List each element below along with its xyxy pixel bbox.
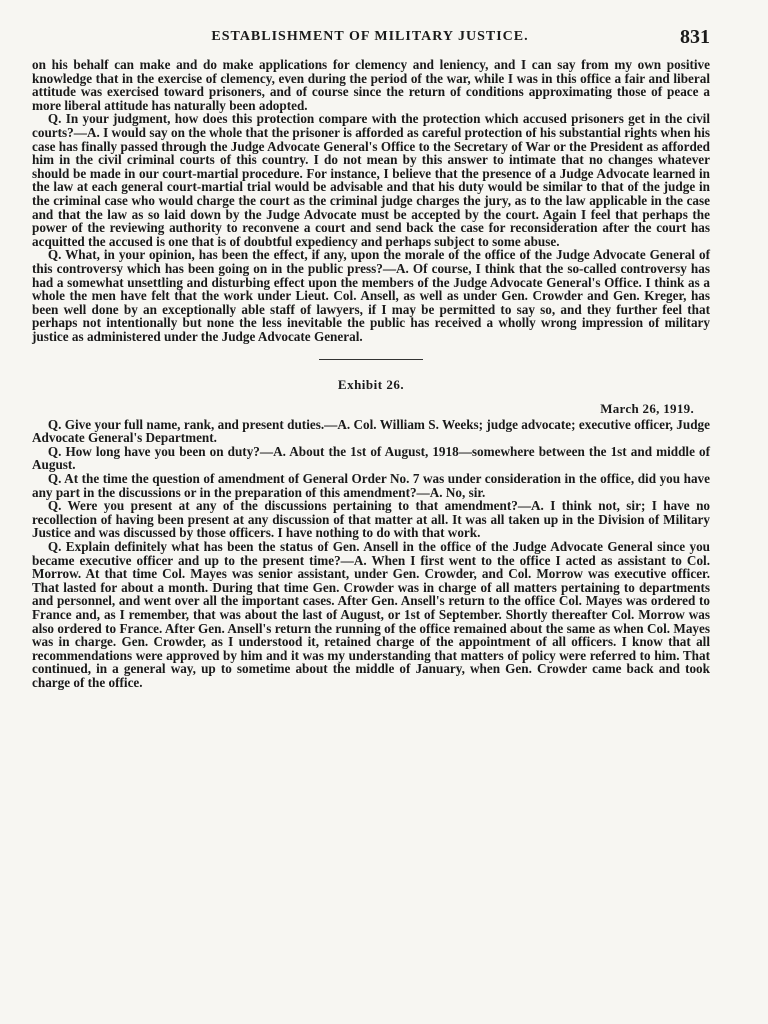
running-head: ESTABLISHMENT OF MILITARY JUSTICE. [211, 29, 529, 44]
paragraph-continuation: on his behalf can make and do make applications for clemency and leniency, and I can say from my own positive knowledge that in the exercise of clemency, even during the period of the war, while I was in this office a fair and liberal attitude was exercised toward prisoners, and of course since the return of conditions approximating those of peace a more liberal attitude has naturally been adopted. [32, 57, 710, 113]
page-header [30, 26, 710, 52]
paragraph-amendment-discussions: Q. Were you present at any of the discussions pertaining to that amendment?—A. I think not, sir; I have no recollection of having been present at any discussion of that matter at all. It was all taken up in the Division of Military Justice and was discussed by those officers. I have nothing to do with that work. [32, 498, 710, 541]
page-number: 831 [680, 26, 710, 48]
exhibit-title: Exhibit 26. [337, 377, 405, 393]
paragraph-amendment-part: Q. At the time the question of amendment of General Order No. 7 was under consideration in the office, did you have any part in the discussions or in the preparation of this amendment?—A. No, sir. [32, 471, 710, 500]
paragraph-duty-length: Q. How long have you been on duty?—A. About the 1st of August, 1918—somewhere between the 1st and middle of August. [32, 443, 710, 473]
section-divider [319, 359, 423, 360]
paragraph-morale-question: Q. What, in your opinion, has been the effect, if any, upon the morale of the office of the Judge Advocate General of this controversy which has been going on in the public press?—A. Of course, I think that the so-called controversy has had a somewhat unsettling and disturbing effect upon the members of the Judge Advocate General's Office. I think as a whole the men have felt that the work under Lieut. Col. Ansell, as well as under Gen. Crowder and Gen. Kreger, has been well done by an exceptionally able staff of lawyers, if I may be permitted to say so, and they further feel that perhaps not intentionally but none the less inevitable the public has received a wholly wrong impression of military justice as administered under the Judge Advocate General. [32, 247, 710, 344]
body-text [32, 58, 710, 690]
exhibit-date: March 26, 1919. [600, 401, 694, 417]
paragraph-ansell-status: Q. Explain definitely what has been the status of Gen. Ansell in the office of the Judge Advocate General since you became executive officer and up to the present time?—A. When I first went to the office I acted as assistant to Col. Morrow. At that time Col. Mayes was senior assistant, under Gen. Crowder, and Col. Morrow was executive officer. That lasted for about a month. During that time Gen. Crowder was in charge of all matters pertaining to departments and personnel, and went over all the important cases. After Gen. Ansell's return to the office Col. Mayes was ordered to France and, as I remember, that was about the last of August, or 1st of September. Shortly thereafter Col. Morrow was also ordered to France. After Gen. Ansell's return the running of the office remained about the same as when Col. Mayes was in charge. Gen. Crowder, as I understood it, retained charge of the appointment of all officers. I know that all recommendations were approved by him and it was my understanding that matters of policy were referred to him. That continued, in a general way, up to sometime about the middle of January, when Gen. Crowder came back and took charge of the office. [32, 539, 710, 690]
paragraph-name-rank-duties: Q. Give your full name, rank, and present duties.—A. Col. William S. Weeks; judge advocate; executive officer, Judge Advocate General's Department. [32, 416, 710, 446]
paragraph-protection-question: Q. In your judgment, how does this protection compare with the protection which accused prisoners get in the civil courts?—A. I would say on the whole that the prisoner is afforded as careful protection of his substantial rights when his case has finally passed through the Judge Advocate General's Office to the Secretary of War or the President as afforded him in the civil criminal courts of this country. I do not mean by this answer to intimate that no changes whatever should be made in our court-martial procedure. For instance, I believe that the presence of a Judge Advocate learned in the law at each general court-martial trial would be advisable and that his duty would be similar to that of the judge in the criminal case who would charge the court as the criminal judge charges the jury, as to the law applicable in the case and that the law as so laid down by the Judge Advocate must be accepted by the court. Again I feel that perhaps the power of the reviewing authority to reconvene a court and send back the case for reconsideration after the court has acquitted the accused is one that is of doubtful expediency and perhaps subject to some abuse. [32, 111, 710, 249]
